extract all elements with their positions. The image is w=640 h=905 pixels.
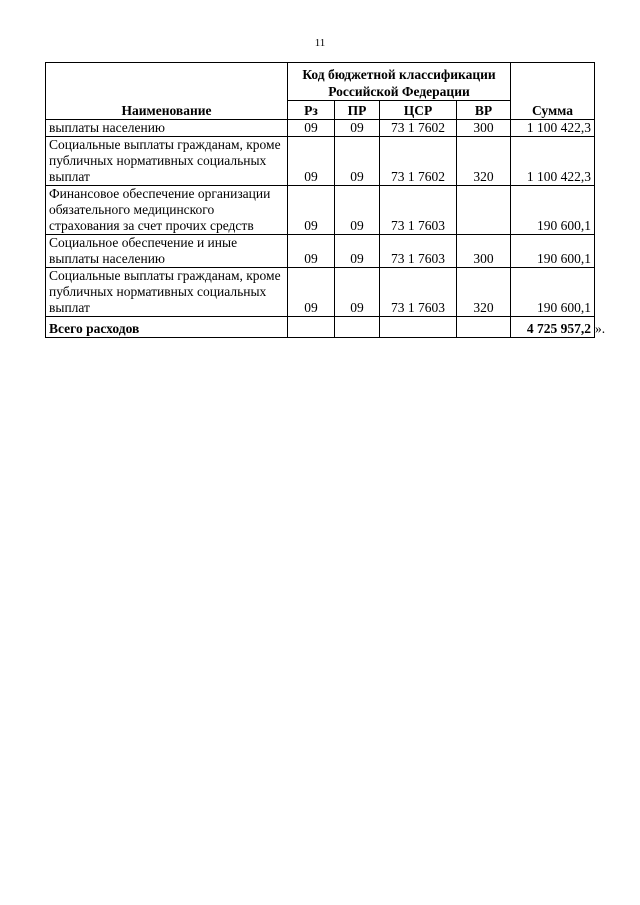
header-rz: Рз	[288, 101, 335, 120]
row-sum: 190 600,1	[511, 186, 595, 235]
header-vr: ВР	[457, 101, 511, 120]
row-rz: 09	[288, 137, 335, 186]
row-csr: 73 1 7603	[380, 186, 457, 235]
row-sum: 1 100 422,3	[511, 137, 595, 186]
table-row	[46, 268, 595, 317]
row-vr: 320	[457, 137, 511, 186]
row-rz: 09	[288, 235, 335, 268]
table-row	[46, 137, 595, 186]
row-pr: 09	[335, 120, 380, 137]
row-pr: 09	[335, 268, 380, 317]
total-sum-cell	[511, 317, 606, 338]
table-row	[46, 186, 595, 235]
budget-table	[45, 62, 606, 338]
closing-quote: ».	[595, 321, 606, 336]
row-pr: 09	[335, 137, 380, 186]
row-rz: 09	[288, 268, 335, 317]
row-name: выплаты населению	[46, 120, 288, 137]
row-csr: 73 1 7602	[380, 120, 457, 137]
row-vr: 300	[457, 120, 511, 137]
row-sum: 190 600,1	[511, 268, 595, 317]
header-sum: Сумма	[511, 63, 595, 120]
row-sum: 190 600,1	[511, 235, 595, 268]
total-empty-cell	[288, 317, 335, 338]
row-rz: 09	[288, 120, 335, 137]
row-name: Социальные выплаты гражданам, кроме публичных нормативных социальных выплат	[46, 137, 288, 186]
row-vr: 300	[457, 235, 511, 268]
total-empty-cell	[335, 317, 380, 338]
row-csr: 73 1 7603	[380, 268, 457, 317]
row-vr	[457, 186, 511, 235]
row-csr: 73 1 7603	[380, 235, 457, 268]
total-row	[46, 317, 595, 338]
row-vr: 320	[457, 268, 511, 317]
row-sum: 1 100 422,3	[511, 120, 595, 137]
total-empty-cell	[380, 317, 457, 338]
table-row	[46, 120, 595, 137]
row-pr: 09	[335, 186, 380, 235]
row-csr: 73 1 7602	[380, 137, 457, 186]
header-pr: ПР	[335, 101, 380, 120]
total-sum: 4 725 957,2	[526, 321, 592, 336]
row-name: Социальные выплаты гражданам, кроме публичных нормативных социальных выплат	[46, 268, 288, 317]
row-name: Финансовое обеспечение организации обязательного медицинского страхования за счет прочих средств	[46, 186, 288, 235]
header-code-group: Код бюджетной классификации Российской Федерации	[288, 63, 511, 101]
page-number: 11	[314, 37, 326, 49]
total-empty-cell	[457, 317, 511, 338]
table-row	[46, 235, 595, 268]
row-name: Социальное обеспечение и иные выплаты населению	[46, 235, 288, 268]
header-name: Наименование	[46, 63, 288, 120]
total-label: Всего расходов	[46, 317, 288, 338]
row-pr: 09	[335, 235, 380, 268]
header-csr: ЦСР	[380, 101, 457, 120]
row-rz: 09	[288, 186, 335, 235]
header-row	[46, 63, 595, 101]
